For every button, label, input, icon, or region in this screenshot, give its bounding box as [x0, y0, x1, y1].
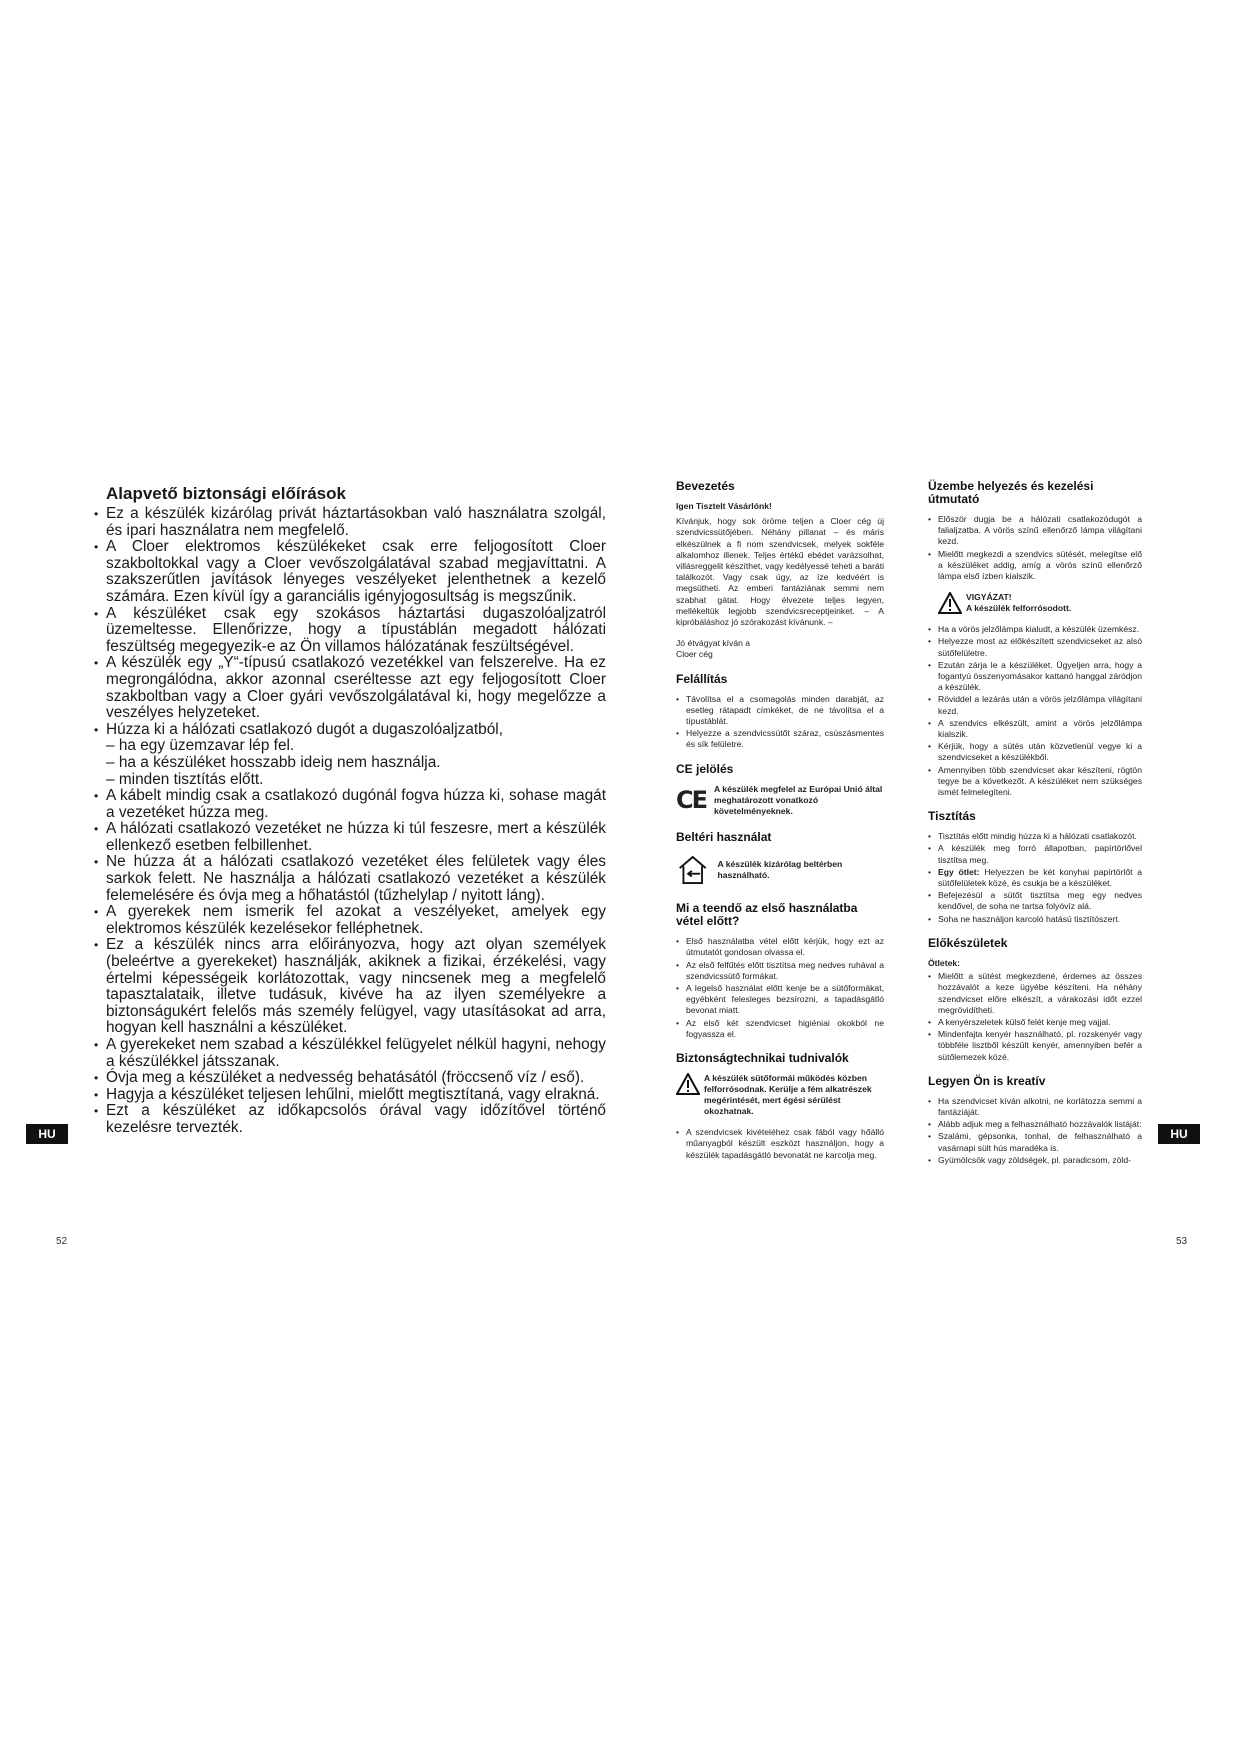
prep-item: • A kenyérszeletek külső felét kenje meg vajjal. [928, 1017, 1142, 1028]
safety-item: • A készüléket csak egy szokásos háztartási dugaszolóaljzatról üzemeltesse. Ellenőrizze, hogy a típustáblán megadott hálózati feszültség megegyezik-e az Ön villamos hálózatának feszültségével. [94, 606, 606, 656]
indoor-row [676, 852, 884, 888]
operation-title: Üzembe helyezés és kezelési útmutató [928, 479, 1094, 506]
language-tab: HU [26, 1124, 68, 1144]
safety-tech-title: Biztonságtechnikai tudnivalók [676, 1051, 849, 1066]
safety-list [94, 506, 606, 1137]
prep-subtitle: Ötletek: [928, 957, 960, 968]
operation-warning-title: VIGYÁZAT! [966, 592, 1012, 603]
safety-tech-warning [676, 1073, 884, 1117]
unplug-case: – ha egy üzemzavar lép fel. [106, 737, 295, 755]
safety-section [94, 484, 606, 1137]
left-page [0, 0, 620, 1754]
cleaning-item: • A készülék meg forró állapotban, papírtörlővel tisztítsa meg. [928, 843, 1142, 865]
cleaning-tip-text: Helyezzen be két konyhai papírtörlőt a sütőfelületek közé, és csukja be a készüléket. [938, 866, 1142, 889]
safety-item: • A hálózati csatlakozó vezetéket ne húzza ki túl feszesre, mert a készülék ellenkező esetben felbillenhet. [94, 821, 606, 854]
safety-item: • Ez a készülék nincs arra előirányozva, hogy azt olyan személyek (beleértve a gyerekeket) használják, akiknek a fizikai, érzékelési, vagy értelmi képességeik korlátozottak, vagy nincsenek meg a megfelelő tapasztalataik, illetve tudásuk, kivéve ha az ilyen személyekre a biztonságukért felelős más személy felügyel, vagy utasításokat ad arra, hogyan kell használni a készüléket. [94, 937, 606, 1037]
indoor-text: A készülék kizárólag beltérben használható. [717, 859, 843, 881]
safety-tech-warning-text: A készülék sütőformái működés közben felforrósodnak. Kerülje a fém alkatrészek megérintését, mert égési sérülést okozhatnak. [704, 1073, 872, 1117]
safety-item: • A gyerekeket nem szabad a készülékkel felügyelet nélkül hagyni, nehogy a készülékkel játsszanak. [94, 1037, 606, 1070]
creative-item: • Gyümölcsök vagy zöldségek, pl. paradicsom, zöld- [928, 1155, 1142, 1166]
safety-item: • Óvja meg a készüléket a nedvesség behatásától (fröccsenő víz / eső). [94, 1070, 606, 1087]
operation-item: • Helyezze most az előkészített szendvicseket az alsó sütőfelületre. [928, 636, 1142, 658]
ce-row [676, 784, 884, 818]
page-number: 53 [1176, 1236, 1188, 1247]
safety-item: • Ne húzza át a hálózati csatlakozó vezetéket éles felületek vagy éles sarkok felett. Ne használja a hálózati csatlakozó vezetéket a készülék felemelésére és óvja meg a hőhatástól (tűzhelylap / nyitott láng). [94, 854, 606, 904]
prep-title: Előkészületek [928, 935, 1008, 950]
first-use-item: • Első használatba vétel előtt kérjük, hogy ezt az útmutatót gondosan olvassa el. [676, 936, 884, 958]
column-right [928, 480, 1142, 1178]
creative-section [928, 1075, 1142, 1166]
page-number: 52 [56, 1236, 68, 1247]
safety-item: • A Cloer elektromos készülékeket csak erre feljogosított Cloer szakboltokkal vagy a Cloer vevőszolgálatával szabad megjavíttatni. A szakszerűtlen javítások lényeges veszélyeket jelenthetnek a kezelő számára. Ezen kívül így a garanciális igényjogosultság is megszűnik. [94, 539, 606, 605]
safety-heading: Alapvető biztonsági előírások [106, 484, 346, 503]
setup-list [676, 694, 884, 751]
operation-warning-text: A készülék felforrósodott. [966, 603, 1072, 614]
operation-item: • Mielőtt megkezdi a szendvics sütését, melegítse elő a készüléket addig, amíg a vörös színű ellenőrző lámpa első ízben kialszik. [928, 549, 1142, 583]
indoor-title: Beltéri használat [676, 830, 772, 845]
operation-item: • Kérjük, hogy a sütés után közvetlenül vegye ki a szendvicseket a készülékből. [928, 741, 1142, 763]
safety-tech-section [676, 1052, 884, 1161]
intro-closing-company: Cloer cég [676, 649, 713, 660]
tip-label: Egy ötlet: [938, 866, 980, 877]
first-use-item: • Az első két szendvicset higiéniai okokból ne fogyassza el. [676, 1018, 884, 1040]
prep-list [928, 971, 1142, 1063]
operation-item: • Először dugja be a hálózati csatlakozódugót a falialjzatba. A vörös színű ellenőrző lámpa világítani kezd. [928, 514, 1142, 548]
cleaning-item: • Tisztítás előtt mindig húzza ki a hálózati csatlakozót. [928, 831, 1142, 842]
intro-title: Bevezetés [676, 479, 735, 493]
safety-item: • A kábelt mindig csak a csatlakozó dugónál fogva húzza ki, sohase magát a vezetéket húzza meg. [94, 788, 606, 821]
operation-list [928, 514, 1142, 582]
right-page [620, 0, 1241, 1754]
operation-warning [938, 592, 1142, 614]
operation-item: • Amennyiben több szendvicset akar készíteni, rögtön tegye be a következőt. A készüléket nem szükséges ismét felmelegíteni. [928, 765, 1142, 799]
cleaning-section [928, 810, 1142, 925]
safety-item: • Hagyja a készüléket teljesen lehűlni, mielőtt megtisztítaná, vagy elrakná. [94, 1087, 606, 1104]
warning-triangle-icon [676, 1073, 700, 1095]
cleaning-title: Tisztítás [928, 809, 976, 824]
cleaning-list [928, 831, 1142, 925]
operation-item: • Ha a vörös jelzőlámpa kialudt, a készülék üzemkész. [928, 624, 1142, 635]
indoor-section [676, 831, 884, 888]
operation-section [928, 480, 1142, 798]
safety-tech-item: • A szendvicsek kivételéhez csak fából vagy hőálló műanyagból készült eszközt használjon, hogy a készülék tapadásgátló bevonatát ne karcolja meg. [676, 1127, 884, 1161]
operation-item: • Ezután zárja le a készüléket. Ügyeljen arra, hogy a fogantyú összenyomásakor kattanó hanggal záródjon a készülék. [928, 660, 1142, 694]
intro-greeting: Igen Tisztelt Vásárlónk! [676, 501, 772, 511]
creative-item: • Ha szendvicset kíván alkotni, ne korlátozza semmi a fantáziáját. [928, 1096, 1142, 1118]
cleaning-item [928, 867, 1142, 889]
first-use-item: • A legelső használat előtt kenje be a sütőformákat, egyébként felesleges bezsírozni, a tapadásgátló bevonat miatt. [676, 983, 884, 1017]
setup-section [676, 673, 884, 751]
setup-item: • Helyezze a szendvicssütőt száraz, csúszásmentes és sík felületre. [676, 728, 884, 750]
first-use-item: • Az első felfűtés előtt tisztítsa meg nedves ruhával a szendvicssütő formákat. [676, 960, 884, 982]
language-tab: HU [1158, 1124, 1200, 1144]
prep-item: • Mielőtt a sütést megkezdené, érdemes az összes hozzávalót a keze ügyébe készíteni. Ha néhány szendvicset előre elkészít, a várakozási időt ezzel megrövidítheti. [928, 971, 1142, 1016]
safety-item: • A készülék egy „Y“-típusú csatlakozó vezetékkel van felszerelve. Ha ez megrongálódna, akkor azonnal cseréltesse azt egy feljogosított Cloer szakboltban vagy a Cloer gyári vevőszolgálatával ki, hogy megelőzze a veszélyes helyzeteket. [94, 655, 606, 721]
intro-body: Kívánjuk, hogy sok öröme teljen a Cloer cég új szendvicssütőjében. Néhány pillanat – és máris elkészülnek a fi nom szendvicsek, melyek sokféle alkalomhoz illenek. Teljes értékű ebédet varázsolhat, villásreggelit készíthet, vagy kedélyessé teheti a baráti találkozót. Vagy csak úgy, az íze kedvéért is megsütheti. Az emberi fantáziának semmi nem szabhat gátat. Hogy élvezete teljes legyen, mellékeltük legjobb szendvicsreceptjeinket. – A kipróbáláshoz jó szórakozást kívánunk. – [676, 516, 884, 628]
cleaning-item: • Soha ne használjon karcoló hatású tisztítószert. [928, 914, 1142, 925]
ce-text: A készülék megfelel az Európai Unió által meghatározott vonatkozó követelményeknek. [714, 783, 883, 817]
column-left [676, 480, 884, 1173]
first-use-list [676, 936, 884, 1040]
safety-item: • Ezt a készüléket az időkapcsolós órával vagy időzítővel történő kezelésre tervezték. [94, 1103, 606, 1136]
creative-item: • Szalámi, gépsonka, tonhal, de felhasználható a vasárnapi sült hús maradéka is. [928, 1131, 1142, 1153]
operation-item: • Röviddel a lezárás után a vörös jelzőlámpa világítani kezd. [928, 694, 1142, 716]
operation-list-after [928, 624, 1142, 798]
setup-item: • Távolítsa el a csomagolás minden darabját, az esetleg rátapadt címkéket, de ne távolítsa el a típustáblát. [676, 694, 884, 728]
first-use-title: Mi a teendő az első használatba vétel előtt? [676, 901, 858, 929]
creative-item: • Alább adjuk meg a felhasználható hozzávalók listáját: [928, 1119, 1142, 1130]
cleaning-item: • Befejezésül a sütőt tisztítsa meg egy nedves kendővel, de soha ne tartsa folyóvíz alá. [928, 890, 1142, 912]
operation-item: • A szendvics elkészült, amint a vörös jelzőlámpa kialszik. [928, 718, 1142, 740]
ce-title: CE jelölés [676, 761, 734, 776]
intro-closing: Jó étvágyat kíván a [676, 638, 751, 649]
creative-title: Legyen Ön is kreatív [928, 1073, 1046, 1088]
ce-mark-icon: CE [676, 785, 707, 814]
setup-title: Felállítás [676, 671, 728, 686]
first-use-section [676, 902, 884, 1040]
safety-tech-list [676, 1127, 884, 1161]
safety-item: • A gyerekek nem ismerik fel azokat a veszélyeket, amelyek egy elektromos készülék kezelésekor felléphetnek. [94, 904, 606, 937]
prep-item: • Mindenfajta kenyér használható, pl. rozskenyér vagy többféle lisztből készült kenyér, amennyiben befér a sütőlemezek közé. [928, 1029, 1142, 1063]
prep-section [928, 937, 1142, 1063]
safety-item: • Ez a készülék kizárólag privát háztartásokban való használatra szolgál, és ipari használatra nem megfelelő. [94, 506, 606, 539]
intro-section [676, 480, 884, 661]
warning-triangle-icon [938, 592, 962, 614]
house-indoor-icon [676, 852, 709, 888]
ce-section [676, 763, 884, 818]
unplug-case: – ha a készüléket hosszabb ideig nem használja. [106, 753, 441, 771]
unplug-case: – minden tisztítás előtt. [106, 770, 264, 788]
creative-list [928, 1096, 1142, 1166]
safety-item: • Húzza ki a hálózati csatlakozó dugót a dugaszolóaljzatból, [94, 722, 606, 739]
